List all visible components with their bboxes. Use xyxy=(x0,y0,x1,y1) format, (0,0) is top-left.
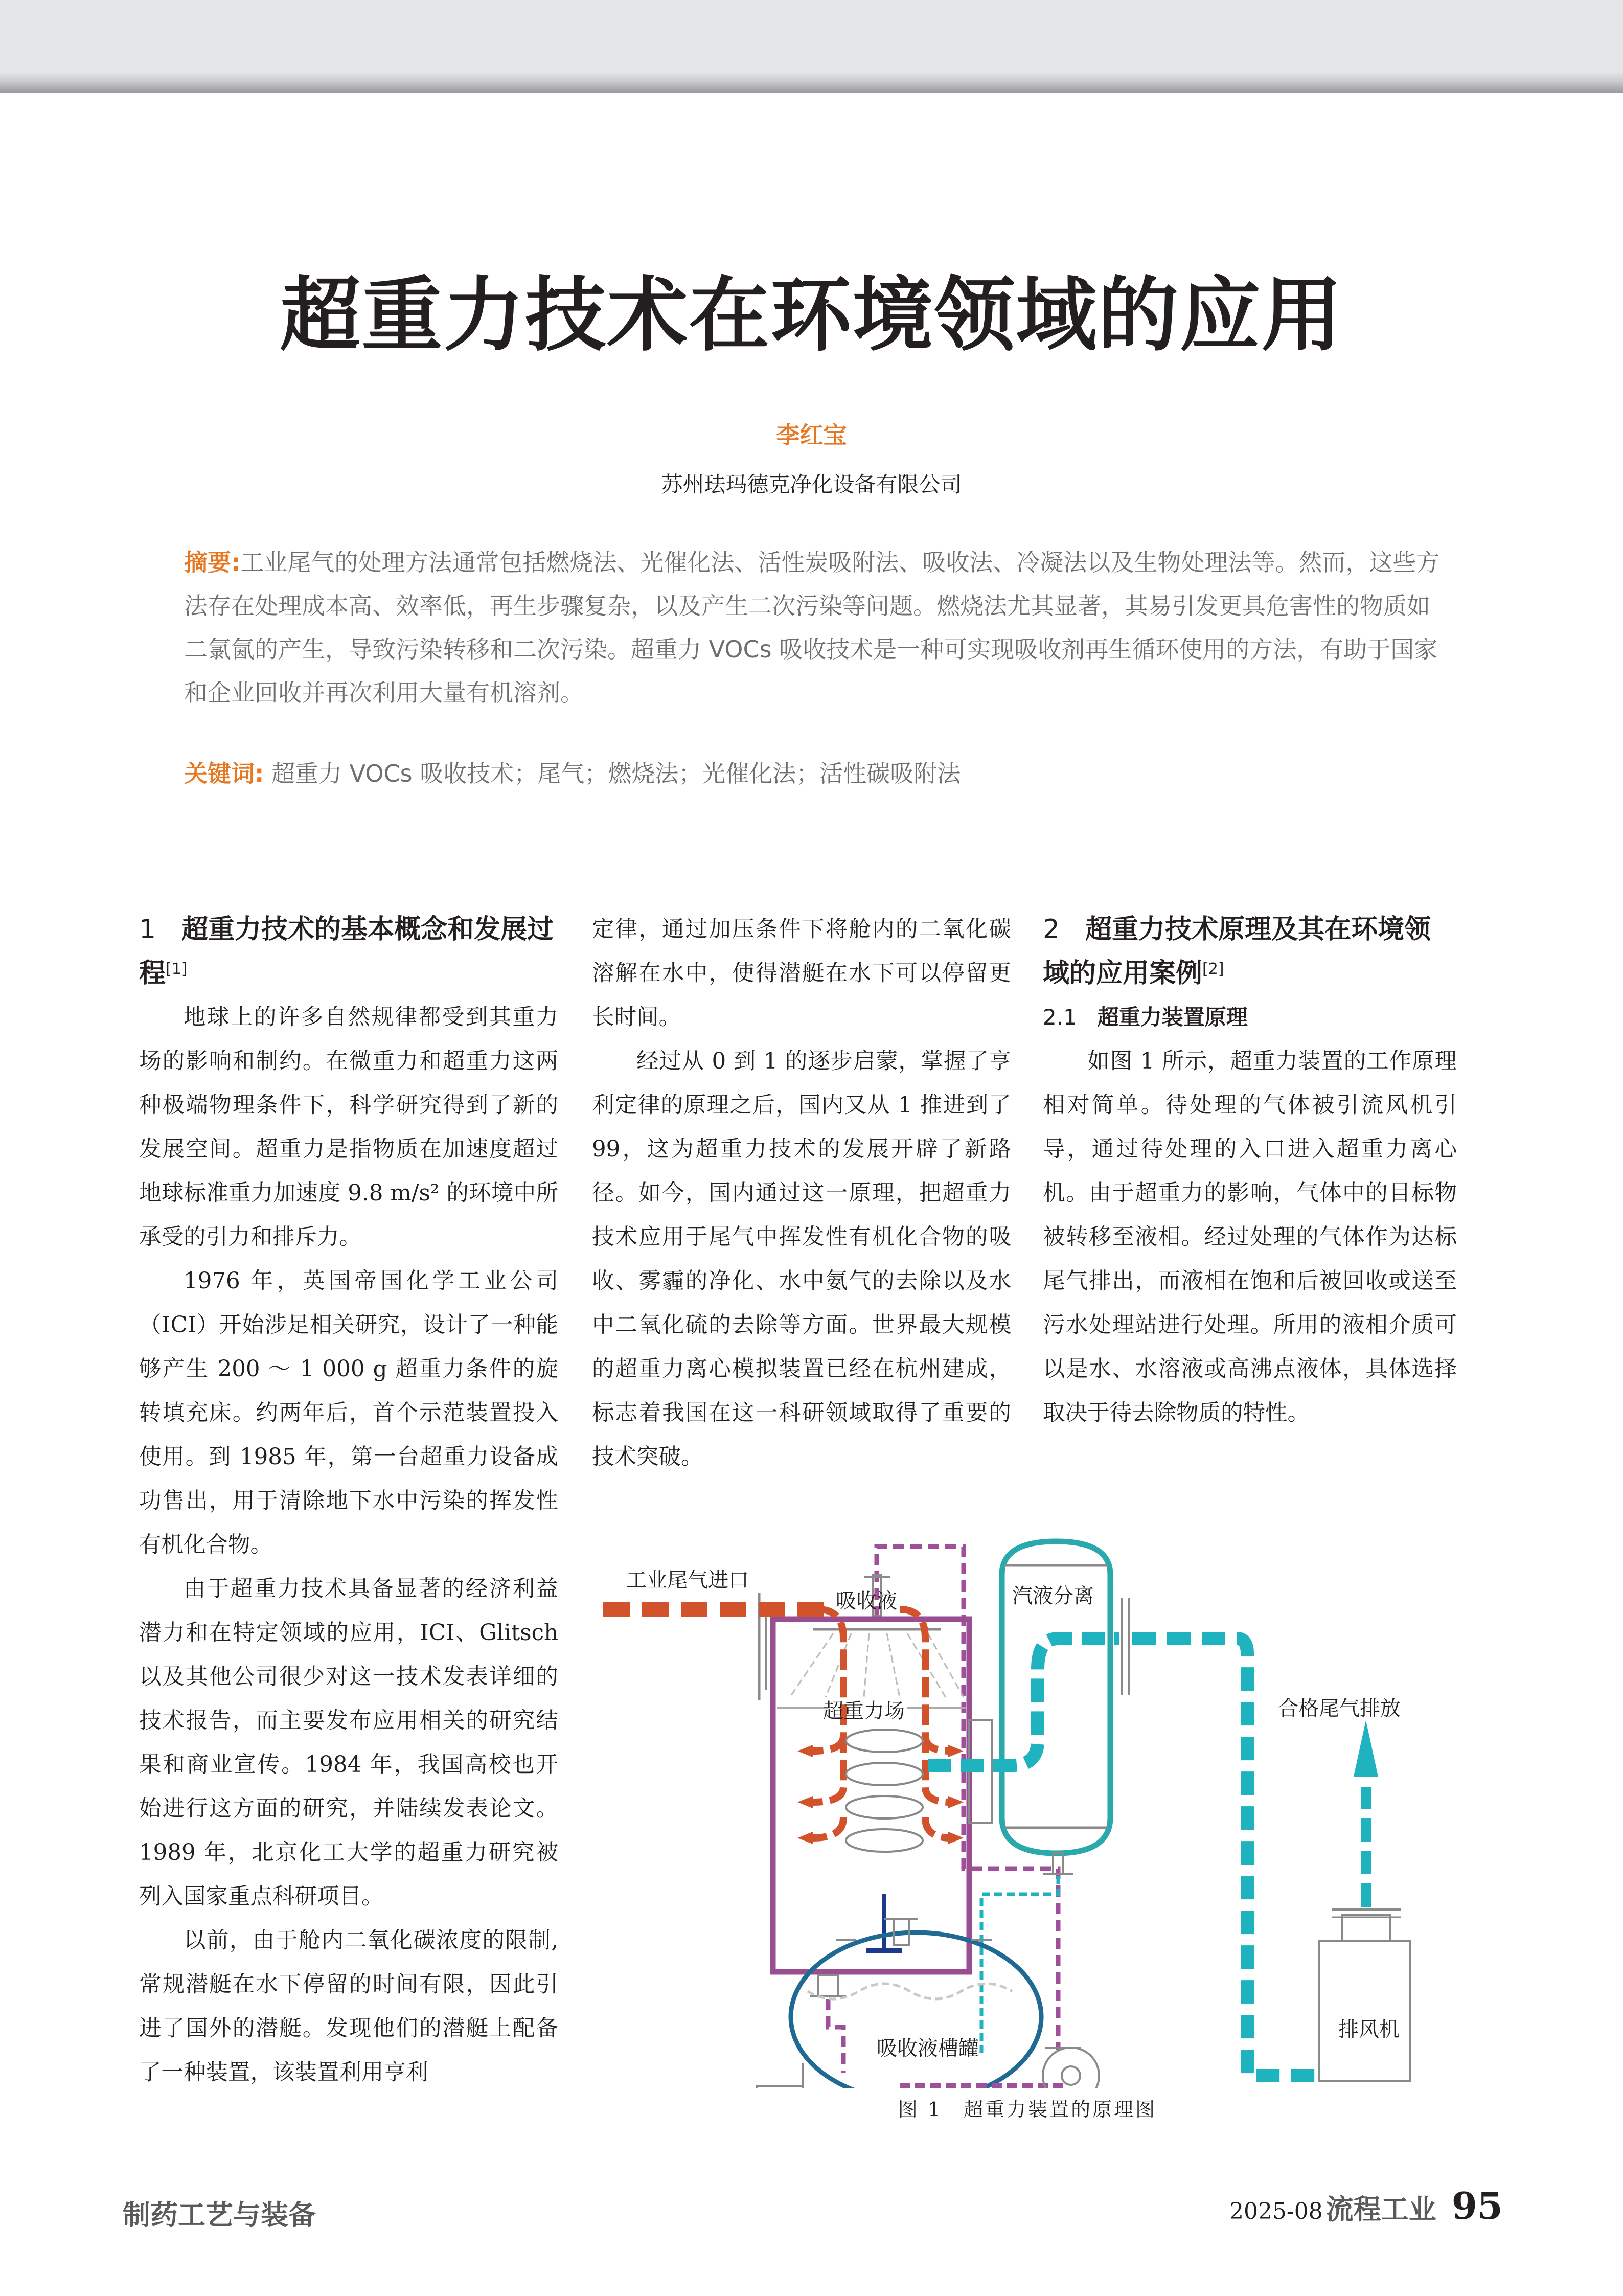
figure-1-diagram xyxy=(593,1501,1462,2088)
circulation-pump xyxy=(1043,2048,1099,2088)
paragraph: 1976 年，英国帝国化学工业公司（ICI）开始涉足相关研究，设计了一种能够产生 200 ～ 1 000 g 超重力条件的旋转填充床。约两年后，首个示范装置投入使用。到 1985 年，第一台超重力设备成功售出，用于清除地下水中污染的挥发性有机化合物。 xyxy=(139,1268,558,1558)
absorbent-tank xyxy=(791,1933,1041,2088)
section-1-heading xyxy=(139,907,558,995)
section-1-number: 1 xyxy=(139,914,156,945)
section-1-title: 超重力技术的基本概念和发展过程 xyxy=(139,914,554,989)
discharge-arrow xyxy=(1354,1720,1378,1777)
paragraph: 地球上的许多自然规律都受到其重力场的影响和制约。在微重力和超重力这两种极端物理条件下，科学研究得到了新的发展空间。超重力是指物质在加速度超过地球标准重力加速度 9.8 m/s² 的环境中所承受的引力和排斥力。 xyxy=(139,1005,558,1250)
article-title: 超重力技术在环境领域的应用 xyxy=(280,268,1343,362)
top-band xyxy=(0,0,1623,93)
author-affiliation: 苏州珐玛德克净化设备有限公司 xyxy=(661,472,962,497)
absorber-vessel xyxy=(773,1619,969,1972)
section-2-title: 超重力技术原理及其在环境领域的应用案例 xyxy=(1043,914,1431,989)
liquid-drain-line xyxy=(828,1999,843,2073)
figure-caption: 图 1 超重力装置的原理图 xyxy=(898,2098,1157,2121)
rotor-rings xyxy=(846,1730,923,1852)
exhaust-fan xyxy=(1319,1941,1410,2081)
section-2-number: 2 xyxy=(1043,914,1060,945)
keywords xyxy=(184,755,1442,789)
section-1-ref: [1] xyxy=(166,960,188,978)
column-3 xyxy=(1043,907,1457,1435)
keywords-text: 超重力 VOCs 吸收技术；尾气；燃烧法；光催化法；活性碳吸附法 xyxy=(271,760,961,787)
section-2-heading xyxy=(1043,907,1457,995)
abstract xyxy=(184,541,1442,715)
separator-drain-line xyxy=(981,1876,1058,2055)
section-2-ref: [2] xyxy=(1202,960,1224,978)
label-exhaust: 合格尾气排放 xyxy=(1278,1697,1401,1720)
page-number: 95 xyxy=(1451,2184,1503,2227)
keywords-label: 关键词: xyxy=(184,760,264,787)
paragraph: 如图 1 所示，超重力装置的工作原理相对简单。待处理的气体被引流风机引导，通过待处理的入口进入超重力离心机。由于超重力的影响，气体中的目标物被转移至液相。经过处理的气体作为达标尾气排出，而液相在饱和后被回收或送至污水处理站进行处理。所用的液相介质可以是水、水溶液或高沸点液体，具体选择取决于待去除物质的特性。 xyxy=(1043,1049,1457,1426)
label-hypergravity-field: 超重力场 xyxy=(823,1699,905,1723)
treated-gas-line xyxy=(928,1639,1119,1765)
subsection-number: 2.1 xyxy=(1043,1005,1077,1030)
label-inlet: 工业尾气进口 xyxy=(626,1568,749,1592)
column-1 xyxy=(139,907,558,2095)
label-absorbent: 吸收液 xyxy=(836,1589,897,1613)
footer-info xyxy=(1229,2184,1503,2227)
paragraph: 经过从 0 到 1 的逐步启蒙，掌握了亨利定律的原理之后，国内又从 1 推进到了 99，这为超重力技术的发展开辟了新路径。如今，国内通过这一原理，把超重力技术应用于尾气中挥发性有机化合物的吸收、雾霾的净化、水中氨气的去除以及水中二氧化硫的去除等方面。世界最大规模的超重力离心模拟装置已经在杭州建成，标志着我国在这一科研领域取得了重要的技术突破。 xyxy=(592,1049,1011,1470)
subsection-2-1-heading xyxy=(1043,995,1457,1039)
abstract-label: 摘要: xyxy=(184,549,241,576)
journal-name: 流程工业 xyxy=(1325,2193,1436,2225)
footer-section-name: 制药工艺与装备 xyxy=(123,2198,316,2231)
label-separator: 汽液分离 xyxy=(1012,1584,1094,1608)
author-name: 李红宝 xyxy=(776,421,847,449)
spray-lines xyxy=(790,1633,964,1697)
paragraph: 由于超重力技术具备显著的经济利益潜力和在特定领域的应用，ICI、Glitsch 以及其他公司很少对这一技术发表详细的技术报告，而主要发布应用相关的研究结果和商业宣传。1984 年，我国高校也开始进行这方面的研究，并陆续发表论文。1989 年，北京化工大学的超重力研究被列入国家重点科研项目。 xyxy=(139,1576,558,1909)
label-fan: 排风机 xyxy=(1338,2018,1400,2041)
issue-date: 2025-08 xyxy=(1229,2198,1323,2224)
paragraph: 定律，通过加压条件下将舱内的二氧化碳溶解在水中，使得潜艇在水下可以停留更长时间。 xyxy=(592,917,1011,1030)
abstract-text: 工业尾气的处理方法通常包括燃烧法、光催化法、活性炭吸附法、吸收法、冷凝法以及生物处理法等。然而，这些方法存在处理成本高、效率低，再生步骤复杂，以及产生二次污染等问题。燃烧法尤其显著，其易引发更具危害性的物质如二氯氤的产生，导致污染转移和二次污染。超重力 VOCs 吸收技术是一种可实现吸收剂再生循环使用的方法，有助于国家和企业回收并再次利用大量有机溶剂。 xyxy=(184,549,1440,707)
paragraph: 以前，由于舱内二氧化碳浓度的限制,常规潜艇在水下停留的时间有限，因此引进了国外的潜艇。发现他们的潜艇上配备了一种装置，该装置利用亨利 xyxy=(139,1928,558,2085)
label-tank: 吸收液槽罐 xyxy=(877,2037,979,2060)
column-2 xyxy=(592,907,1011,1479)
subsection-title: 超重力装置原理 xyxy=(1097,1005,1248,1030)
